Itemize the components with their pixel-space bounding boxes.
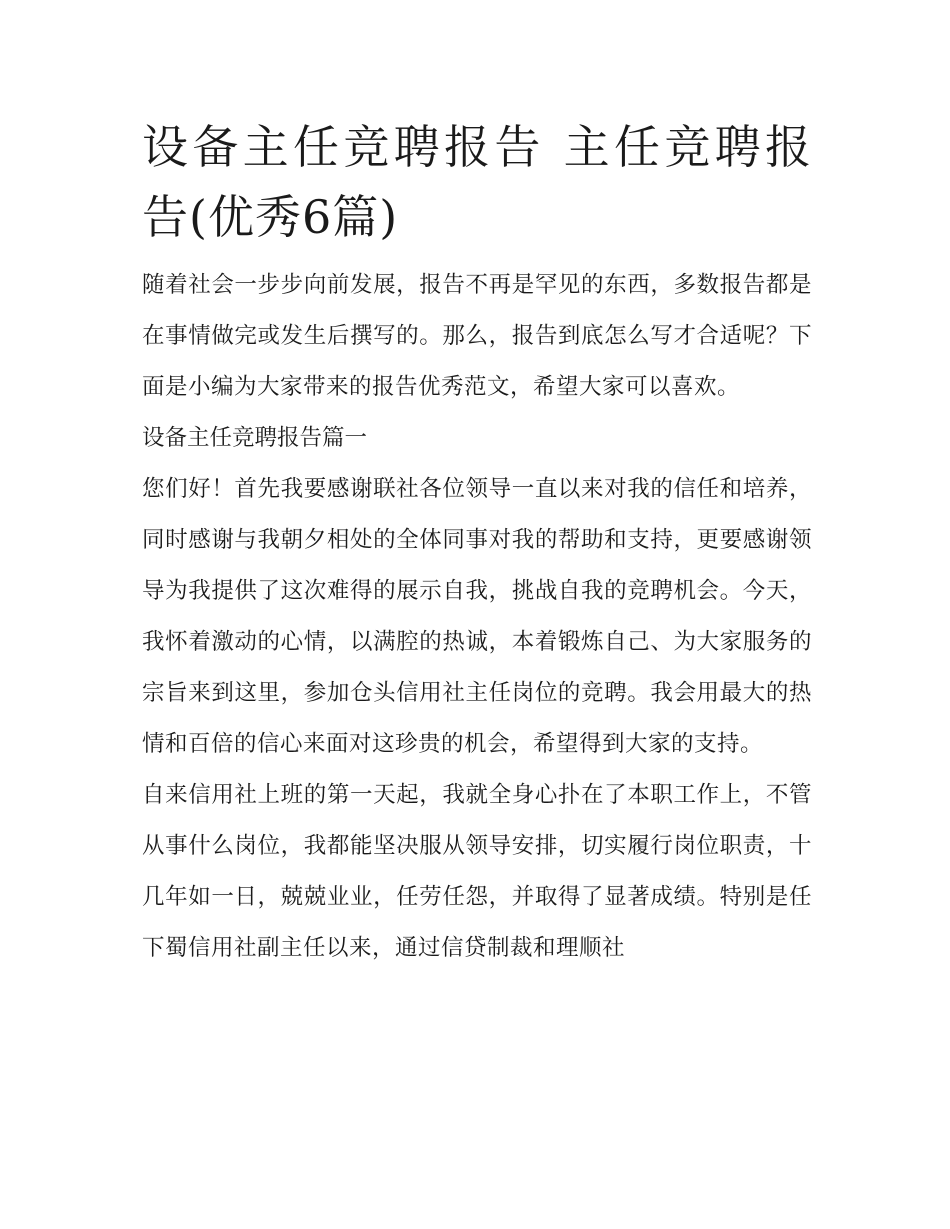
body-paragraph-1: 您们好！首先我要感谢联社各位领导一直以来对我的信任和培养，同时感谢与我朝夕相处的全体同事对我的帮助和支持，更要感谢领导为我提供了这次难得的展示自我，挑战自我的竞聘机会。今天，我怀着激动的心情，以满腔的热诚，本着锻炼自己、为大家服务的宗旨来到这里，参加仓头信用社主任岗位的竞聘。我会用最大的热情和百倍的信心来面对这珍贵的机会，希望得到大家的支持。	[142, 476, 812, 757]
document-page	[142, 112, 812, 974]
body-paragraph-2: 自来信用社上班的第一天起，我就全身心扑在了本职工作上，不管从事什么岗位，我都能坚决服从领导安排，切实履行岗位职责，十几年如一日，兢兢业业，任劳任怨，并取得了显著成绩。特别是任下蜀信用社副主任以来，通过信贷制裁和理顺社	[142, 782, 812, 961]
section-heading: 设备主任竞聘报告篇一	[142, 425, 368, 451]
intro-paragraph: 随着社会一步步向前发展，报告不再是罕见的东西，多数报告都是在事情做完或发生后撰写的。那么，报告到底怎么写才合适呢？下面是小编为大家带来的报告优秀范文，希望大家可以喜欢。	[142, 272, 812, 400]
document-body	[142, 260, 812, 974]
document-title: 设备主任竞聘报告 主任竞聘报告(优秀6篇)	[142, 120, 812, 244]
